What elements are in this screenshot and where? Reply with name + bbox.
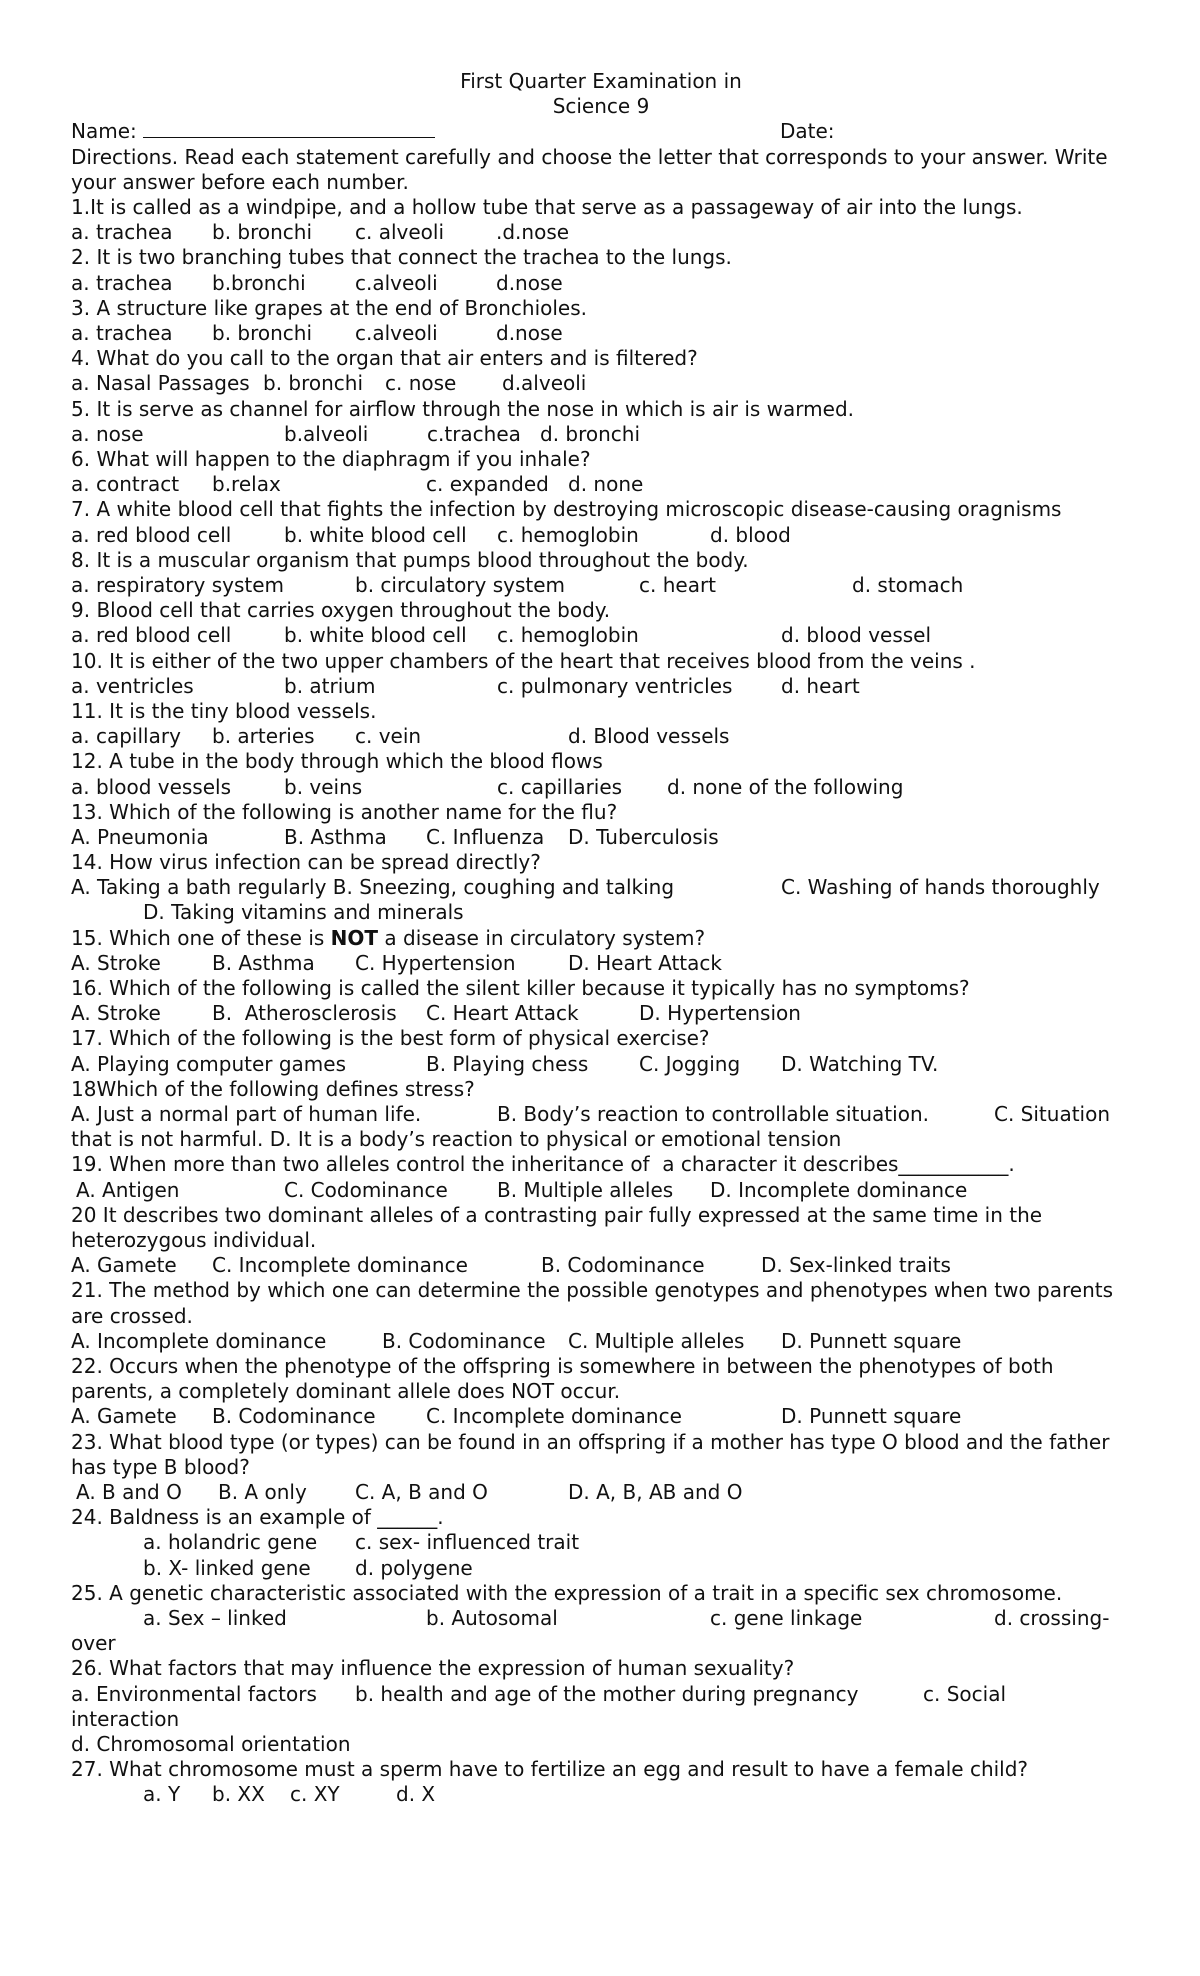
choice: c. hemoglobin: [497, 522, 639, 547]
question-15-post: a disease in circulatory system?: [378, 925, 706, 950]
choice: A. Just a normal part of human life.: [71, 1102, 422, 1127]
question-22: 22. Occurs when the phenotype of the offspring is somewhere in between the phenotypes of both parents, a completely dominant allele does NOT occur.: [71, 1354, 1060, 1404]
choice: d. polygene: [355, 1555, 473, 1580]
choice: C. Influenza: [426, 824, 545, 849]
choice: b. white blood cell: [284, 623, 467, 648]
choice: A. Stroke: [71, 950, 161, 975]
question-11: 11. It is the tiny blood vessels.: [71, 698, 377, 723]
question-6: 6. What will happen to the diaphragm if you inhale?: [71, 446, 591, 471]
choice: D. Incomplete dominance: [710, 1177, 968, 1202]
choice: c.alveoli: [355, 270, 438, 295]
choice: A. B and O: [76, 1480, 182, 1505]
choices-7: [71, 523, 1131, 548]
choice: D. It is a body’s reaction to physical or emotional tension: [269, 1127, 842, 1152]
choices-12: [71, 775, 1131, 800]
choice: C. Situation: [994, 1102, 1111, 1127]
choice: d. crossing-: [994, 1605, 1110, 1630]
choices-14: [71, 875, 1131, 900]
choice: b. arteries: [212, 724, 315, 749]
choices-1: [71, 220, 1131, 245]
choice: c. expanded: [426, 472, 549, 497]
choice: C. Jogging: [639, 1051, 741, 1076]
choice: b. atrium: [284, 673, 376, 698]
choices-6: [71, 472, 1131, 497]
directions: Directions. Read each statement carefully and choose the letter that corresponds to your answer. Write your answer before each number.: [71, 144, 1114, 194]
question-5: 5. It is serve as channel for airflow through the nose in which is air is warmed.: [71, 396, 854, 421]
choice: D. Watching TV.: [781, 1051, 939, 1076]
choice: c. pulmonary ventricles: [497, 673, 733, 698]
choice: a. Sex – linked: [143, 1605, 287, 1630]
choice: B. A only: [218, 1480, 307, 1505]
choice: C. Heart Attack: [426, 1001, 579, 1026]
choice: d. Chromosomal orientation: [71, 1731, 351, 1756]
choices-27: [71, 1782, 1131, 1807]
question-8: 8. It is a muscular organism that pumps blood throughout the body.: [71, 547, 749, 572]
exam-title-line-1: First Quarter Examination in: [460, 69, 742, 93]
choice: a. blood vessels: [71, 774, 232, 799]
choice: B. Codominance: [212, 1404, 376, 1429]
choice: A. Gamete: [71, 1404, 177, 1429]
choices-23: [71, 1480, 1131, 1505]
choice: d.nose: [496, 320, 563, 345]
choices-21: [71, 1329, 1131, 1354]
choices-13: [71, 825, 1131, 850]
choice: d. none of the following: [667, 774, 904, 799]
choice-continuation: [71, 1127, 1131, 1152]
choice: c. hemoglobin: [497, 623, 639, 648]
choices-24a: [71, 1530, 1131, 1555]
choice-continuation: interaction: [71, 1706, 180, 1731]
choice: b.relax: [212, 472, 281, 497]
choices-8: [71, 573, 1131, 598]
choice: b. bronchi: [212, 220, 313, 245]
choice: A. Pneumonia: [71, 824, 209, 849]
question-16: 16. Which of the following is called the silent killer because it typically has no symptoms?: [71, 976, 970, 1001]
choice: C. Washing of hands thoroughly: [781, 875, 1100, 900]
choice: B. Codominance: [382, 1328, 546, 1353]
question-9: 9. Blood cell that carries oxygen throughout the body.: [71, 598, 611, 623]
choice: a. capillary: [71, 724, 181, 749]
date-label: Date:: [780, 119, 835, 144]
choices-16: [71, 1001, 1131, 1026]
name-date-row: [71, 119, 1131, 144]
name-label: Name:: [71, 119, 144, 144]
choices-18: [71, 1102, 1131, 1127]
choice: b. bronchi: [263, 371, 364, 396]
choices-10: [71, 674, 1131, 699]
question-23: 23. What blood type (or types) can be found in an offspring if a mother has type O blood and the father has type B blood?: [71, 1429, 1116, 1479]
choice: D. Punnett square: [781, 1328, 962, 1353]
choice: d. blood vessel: [781, 623, 932, 648]
question-10: 10. It is either of the two upper chambers of the heart that receives blood from the veins .: [71, 648, 976, 673]
question-21: 21. The method by which one can determine the possible genotypes and phenotypes when two parents are crossed.: [71, 1278, 1120, 1328]
choice: b. X- linked gene: [143, 1555, 311, 1580]
choice: b.bronchi: [212, 270, 306, 295]
question-25: 25. A genetic characteristic associated with the expression of a trait in a specific sex chromosome.: [71, 1580, 1063, 1605]
choice: B. Atherosclerosis: [212, 1001, 397, 1026]
choice: b. circulatory system: [355, 572, 566, 597]
choice: c.trachea: [427, 421, 521, 446]
choice: a. ventricles: [71, 673, 194, 698]
choice: b. bronchi: [212, 320, 313, 345]
question-13: 13. Which of the following is another name for the flu?: [71, 799, 618, 824]
exam-title-line-2: Science 9: [552, 94, 650, 119]
exam-content: [71, 69, 1131, 1808]
choice: d.alveoli: [502, 371, 587, 396]
choice: a. Y: [143, 1782, 181, 1807]
choice: d. Blood vessels: [568, 724, 730, 749]
choice: C. Incomplete dominance: [212, 1253, 468, 1278]
choice: B. Asthma: [284, 824, 387, 849]
choices-17: [71, 1052, 1131, 1077]
choices-20: [71, 1253, 1131, 1278]
question-7: 7. A white blood cell that fights the infection by destroying microscopic disease-causing oragnisms: [71, 497, 1062, 522]
choice: d. bronchi: [540, 421, 641, 446]
choice: C. A, B and O: [355, 1480, 488, 1505]
choice: c. heart: [639, 572, 717, 597]
choices-5: [71, 422, 1131, 447]
choice: c. alveoli: [355, 220, 445, 245]
choices-24b: [71, 1556, 1131, 1581]
choice: a. Environmental factors: [71, 1681, 317, 1706]
name-blank[interactable]: [143, 119, 435, 138]
question-2: 2. It is two branching tubes that connect the trachea to the lungs.: [71, 245, 732, 270]
choice: B. Asthma: [212, 950, 315, 975]
choices-25: [71, 1606, 1131, 1631]
choice: a. trachea: [71, 320, 173, 345]
choice: b. XX: [212, 1782, 265, 1807]
question-15-emphasis: NOT: [330, 925, 379, 950]
question-15-pre: 15. Which one of these is: [71, 925, 331, 950]
choice: .d.nose: [496, 220, 570, 245]
choice: a. nose: [71, 421, 144, 446]
question-4: 4. What do you call to the organ that air enters and is filtered?: [71, 346, 698, 371]
choice: D. Sex-linked traits: [761, 1253, 951, 1278]
choice: that is not harmful.: [71, 1127, 270, 1152]
choice: C. Codominance: [284, 1177, 448, 1202]
question-24: 24. Baldness is an example of ______.: [71, 1505, 444, 1530]
choice: d. blood: [710, 522, 791, 547]
choice: c. vein: [355, 724, 422, 749]
choice: D. Taking vitamins and minerals: [143, 900, 464, 925]
choice: A. Playing computer games: [71, 1051, 347, 1076]
question-17: 17. Which of the following is the best form of physical exercise?: [71, 1026, 710, 1051]
choice: B. Codominance: [541, 1253, 705, 1278]
choices-19: [71, 1178, 1131, 1203]
choice: d. heart: [781, 673, 860, 698]
choice: A. Incomplete dominance: [71, 1328, 327, 1353]
choice: b. Autosomal: [426, 1605, 558, 1630]
choices-22: [71, 1404, 1131, 1429]
choice: A. Stroke: [71, 1001, 161, 1026]
choice-continuation: over: [71, 1631, 116, 1656]
choice: c. gene linkage: [710, 1605, 863, 1630]
choice: a. Nasal Passages: [71, 371, 250, 396]
question-14: 14. How virus infection can be spread directly?: [71, 850, 541, 875]
choice: B. Playing chess: [426, 1051, 589, 1076]
choices-4: [71, 371, 1131, 396]
choice: a. trachea: [71, 270, 173, 295]
choice: a. holandric gene: [143, 1530, 318, 1555]
choice: b. white blood cell: [284, 522, 467, 547]
choice: D. Tuberculosis: [568, 824, 719, 849]
choice: a. respiratory system: [71, 572, 285, 597]
choice: B. Body’s reaction to controllable situation.: [497, 1102, 929, 1127]
choice: C. Hypertension: [355, 950, 516, 975]
choice: D. Punnett square: [781, 1404, 962, 1429]
choice: b.alveoli: [284, 421, 369, 446]
choice: a. red blood cell: [71, 522, 232, 547]
choices-11: [71, 724, 1131, 749]
choice: a. trachea: [71, 220, 173, 245]
choice: A. Antigen: [76, 1177, 180, 1202]
choice: c. nose: [385, 371, 457, 396]
question-3: 3. A structure like grapes at the end of Bronchioles.: [71, 295, 588, 320]
choice: c. Social: [923, 1681, 1007, 1706]
choice: c.alveoli: [355, 320, 438, 345]
choice: D. Heart Attack: [568, 950, 722, 975]
choice: d.nose: [496, 270, 563, 295]
choice: b. veins: [284, 774, 363, 799]
choices-15: [71, 951, 1131, 976]
choice: c. XY: [290, 1782, 340, 1807]
choice: a. contract: [71, 472, 180, 497]
choices-26: [71, 1682, 1131, 1707]
choice: B. Multiple alleles: [497, 1177, 674, 1202]
question-18: 18Which of the following defines stress?: [71, 1076, 475, 1101]
choice: d. none: [568, 472, 644, 497]
choice: C. Multiple alleles: [568, 1328, 745, 1353]
choices-2: [71, 271, 1131, 296]
choice: A. Taking a bath regularly B. Sneezing, coughing and talking: [71, 875, 675, 900]
choice: D. A, B, AB and O: [568, 1480, 743, 1505]
choice: C. Incomplete dominance: [426, 1404, 682, 1429]
question-19: 19. When more than two alleles control the inheritance of a character it describes___________.: [71, 1152, 1015, 1177]
question-27: 27. What chromosome must a sperm have to fertilize an egg and result to have a female child?: [71, 1757, 1029, 1782]
choice: c. sex- influenced trait: [355, 1530, 580, 1555]
question-12: 12. A tube in the body through which the blood flows: [71, 749, 603, 774]
question-26: 26. What factors that may influence the expression of human sexuality?: [71, 1656, 795, 1681]
choice: D. Hypertension: [639, 1001, 801, 1026]
choice: A. Gamete: [71, 1253, 177, 1278]
choices-3: [71, 321, 1131, 346]
choice: d. X: [396, 1782, 436, 1807]
choice: d. stomach: [852, 572, 964, 597]
question-20: 20 It describes two dominant alleles of a contrasting pair fully expressed at the same time in the heterozygous individual.: [71, 1202, 1049, 1253]
question-1: 1.It is called as a windpipe, and a hollow tube that serve as a passageway of air into the lungs.: [71, 195, 1023, 219]
question-15: [71, 926, 1131, 951]
choice: a. red blood cell: [71, 623, 232, 648]
choice: c. capillaries: [497, 774, 623, 799]
choice: b. health and age of the mother during pregnancy: [355, 1681, 859, 1706]
choices-9: [71, 623, 1131, 648]
